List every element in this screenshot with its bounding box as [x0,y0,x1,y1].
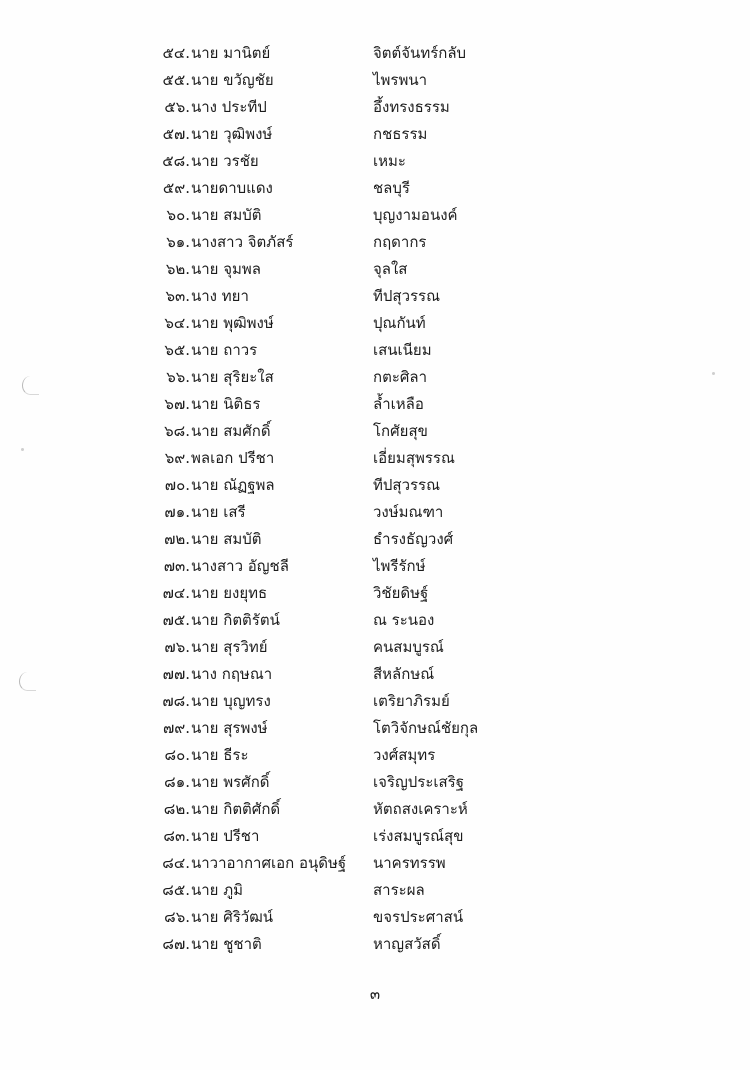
list-item [0,40,750,67]
person-first-name: นาวาอากาศเอก อนุดิษฐ์ [191,854,347,872]
item-number: ๖๑. [166,233,190,251]
person-last-name: บุญงามอนงค์ [373,206,458,224]
list-item [0,688,750,715]
person-last-name: จิตต์จันทร์กลับ [373,44,467,62]
person-last-name: สาระผล [373,881,425,899]
list-item [0,742,750,769]
person-first-name: นาย สุริยะใส [191,368,274,386]
list-item [0,769,750,796]
item-number: ๘๒. [163,800,190,818]
item-number: ๘๓. [163,827,190,845]
item-number: ๗๔. [162,584,190,602]
list-item [0,607,750,634]
person-last-name: คนสมบูรณ์ [373,638,444,656]
list-item [0,337,750,364]
person-last-name: ทีปสุวรรณ [373,287,441,305]
list-item [0,148,750,175]
person-first-name: นาย ยงยุทธ [191,584,268,602]
item-number: ๘๑. [164,773,190,791]
person-first-name: นาย ธีระ [191,746,249,764]
person-first-name: นาย ปรีชา [191,827,260,845]
person-last-name: โกศัยสุข [373,422,428,440]
person-last-name: ปุณกันท์ [373,314,426,332]
person-last-name: ณ ระนอง [373,611,435,629]
person-first-name: นาง ประทีป [191,98,267,116]
person-first-name: นาย กิตติรัตน์ [191,611,280,629]
list-item [0,499,750,526]
list-item [0,661,750,688]
list-item [0,904,750,931]
item-number: ๖๖. [166,368,190,386]
person-first-name: นาง กฤษณา [191,665,273,683]
person-last-name: สีหลักษณ์ [373,665,435,683]
list-item [0,553,750,580]
list-item [0,715,750,742]
person-first-name: นาย สุรพงษ์ [191,719,268,737]
person-last-name: วงศ์สมุทร [373,746,436,764]
person-first-name: นาย ขวัญชัย [191,71,274,89]
item-number: ๗๒. [164,530,190,548]
page-number: ๓ [369,985,381,1003]
list-item [0,175,750,202]
person-last-name: เอี่ยมสุพรรณ [373,449,455,467]
item-number: ๕๕. [162,71,190,89]
list-item [0,931,750,958]
list-item [0,580,750,607]
person-last-name: หาญสวัสดิ์ [373,935,441,953]
list-item [0,850,750,877]
person-last-name: เสนเนียม [373,341,432,359]
list-item [0,67,750,94]
item-number: ๕๖. [164,98,190,116]
item-number: ๗๗. [162,665,190,683]
person-first-name: นาย วุฒิพงษ์ [191,125,273,143]
list-item [0,391,750,418]
item-number: ๗๐. [164,476,190,494]
item-number: ๖๔. [164,314,190,332]
item-number: ๘๕. [162,881,190,899]
person-last-name: วิชัยดิษฐ์ [373,584,429,602]
person-first-name: นาย สมศักดิ์ [191,422,271,440]
person-last-name: เหมะ [373,152,406,170]
item-number: ๗๘. [162,692,190,710]
list-item [0,823,750,850]
person-last-name: ไพรีรักษ์ [373,557,426,575]
list-item [0,472,750,499]
item-number: ๘๐. [164,746,190,764]
person-first-name: นาย พุฒิพงษ์ [191,314,274,332]
person-first-name: นายดาบแดง [191,179,273,197]
item-number: ๖๗. [164,395,190,413]
person-last-name: อึ้งทรงธรรม [373,98,450,116]
item-number: ๖๕. [164,341,190,359]
person-last-name: เร่งสมบูรณ์สุข [373,827,464,845]
list-item [0,310,750,337]
list-item [0,121,750,148]
item-number: ๖๒. [165,260,190,278]
item-number: ๗๖. [164,638,190,656]
item-number: ๗๕. [162,611,190,629]
item-number: ๘๖. [164,908,190,926]
list-item [0,877,750,904]
list-item [0,283,750,310]
item-number: ๕๘. [162,152,190,170]
item-number: ๗๑. [164,503,190,521]
person-last-name: กฤดากร [373,233,427,251]
item-number: ๖๓. [165,287,190,305]
list-item [0,445,750,472]
person-last-name: หัตถสงเคราะห์ [373,800,468,818]
person-last-name: ขจรประศาสน์ [373,908,464,926]
person-first-name: นาย สมบัติ [191,206,262,224]
person-first-name: นางสาว จิตภัสร์ [191,233,294,251]
person-first-name: นาย บุญทรง [191,692,271,710]
person-first-name: พลเอก ปรีชา [191,449,275,467]
item-number: ๗๙. [162,719,190,737]
item-number: ๖๘. [164,422,190,440]
list-item [0,364,750,391]
person-last-name: ล้ำเหลือ [373,395,424,413]
item-number: ๖๐. [166,206,190,224]
person-first-name: นาย นิติธร [191,395,261,413]
person-last-name: ไพรพนา [373,71,428,89]
person-last-name: วงษ์มณฑา [373,503,444,521]
item-number: ๘๗. [162,935,190,953]
list-item [0,634,750,661]
person-last-name: จุลใส [373,260,408,278]
person-first-name: นาย กิตติศักดิ์ [191,800,281,818]
name-list [0,40,750,958]
person-first-name: นาย เสรี [191,503,246,521]
item-number: ๗๓. [163,557,190,575]
person-first-name: นาย ชูชาติ [191,935,262,953]
list-item [0,202,750,229]
person-last-name: ธำรงธัญวงศ์ [373,530,454,548]
item-number: ๘๔. [162,854,190,872]
list-item [0,526,750,553]
person-first-name: นาย วรชัย [191,152,259,170]
person-first-name: นาย จุมพล [191,260,261,278]
person-last-name: กชธรรม [373,125,428,143]
person-last-name: ชลบุรี [373,179,410,197]
person-last-name: ทีปสุวรรณ [373,476,441,494]
person-first-name: นางสาว อัญชลี [191,557,289,575]
item-number: ๕๔. [162,44,190,62]
item-number: ๖๙. [164,449,190,467]
person-first-name: นาย พรศักดิ์ [191,773,270,791]
person-first-name: นาย ศิริวัฒน์ [191,908,274,926]
person-first-name: นาย ณัฏฐพล [191,476,275,494]
person-first-name: นาย มานิตย์ [191,44,271,62]
person-last-name: โตวิจักษณ์ชัยกุล [373,719,479,737]
person-first-name: นาย ถาวร [191,341,258,359]
person-last-name: นาครทรรพ [373,854,446,872]
person-first-name: นาย สุรวิทย์ [191,638,268,656]
item-number: ๕๙. [162,179,190,197]
list-item [0,796,750,823]
person-last-name: เตริยาภิรมย์ [373,692,450,710]
person-last-name: เจริญประเสริฐ [373,773,465,791]
person-first-name: นาง ทยา [191,287,249,305]
person-first-name: นาย ภูมิ [191,881,244,899]
person-first-name: นาย สมบัติ [191,530,262,548]
list-item [0,229,750,256]
item-number: ๕๗. [162,125,190,143]
person-last-name: กตะศิลา [373,368,428,386]
list-item [0,94,750,121]
list-item [0,256,750,283]
list-item [0,418,750,445]
